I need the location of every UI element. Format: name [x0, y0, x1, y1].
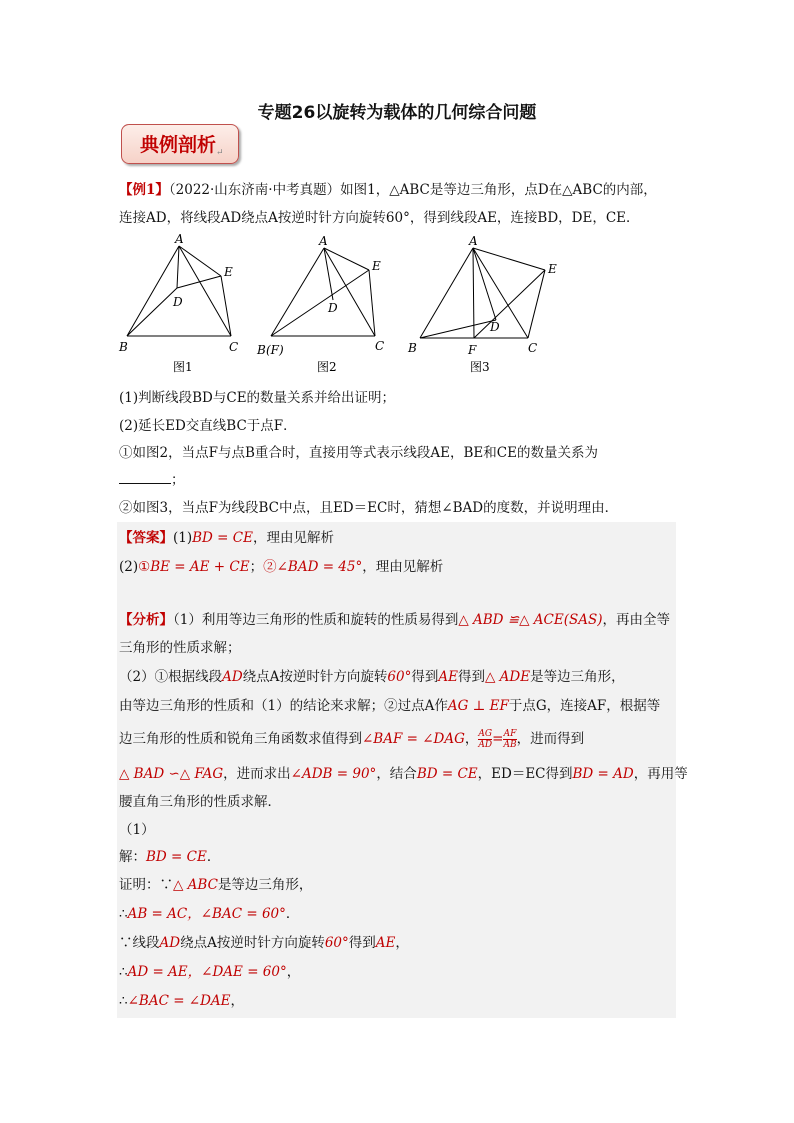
analysis-text: 过点A作	[397, 698, 448, 714]
section-badge	[121, 124, 239, 164]
fig2-label-b: B	[257, 343, 266, 357]
fig1-label-e: E	[224, 265, 233, 279]
answer-formula-2: BE = AE + CE	[150, 559, 250, 575]
analysis-text: 是等边三角形，	[530, 669, 625, 685]
analysis-text: ，再由全等	[602, 612, 670, 628]
proof-label: 证明：∵	[119, 877, 173, 893]
analysis-text: 于点G，连接AF，根据等	[508, 698, 661, 714]
fig1-caption: 图1	[173, 360, 193, 374]
fig1-label-c: C	[229, 340, 239, 354]
analysis-text: ，进而得到	[516, 731, 585, 747]
proof-text: ，	[286, 964, 301, 980]
answer-text-2: ，理由见解析	[362, 559, 444, 575]
analysis-formula: △ ADE	[484, 669, 531, 685]
analysis-line-5	[119, 727, 584, 750]
proof-formula: AD	[159, 935, 181, 951]
analysis-line-2: 三角形的性质求解；	[119, 640, 241, 656]
fig3-caption: 图3	[470, 360, 490, 374]
analysis-formula: AD	[222, 669, 243, 685]
analysis-circle: ①	[154, 669, 169, 685]
analysis-text: 边三角形的性质和锐角三角函数求值得到	[119, 731, 362, 747]
analysis-text: ，结合	[376, 766, 417, 782]
fig3-label-e: E	[548, 262, 557, 276]
fig2-label-a: A	[319, 234, 328, 248]
proof-text: ．	[285, 906, 300, 922]
paragraph-mark-icon: ↵	[216, 148, 224, 158]
proof-line-3	[119, 931, 409, 951]
fig2-label-e: E	[372, 259, 381, 273]
proof-formula: ∠BAC = ∠DAE	[127, 993, 231, 1009]
analysis-text: ，再用等	[633, 766, 688, 782]
analysis-text: 得到	[457, 669, 485, 685]
analysis-formula: ∠ADB = 90°	[290, 766, 377, 782]
proof-formula: AE	[375, 935, 396, 951]
answer-sep: ；	[249, 559, 264, 575]
fig3-label-c: C	[528, 341, 538, 355]
analysis-text: （2）	[119, 669, 155, 685]
proof-text: 是等边三角形，	[217, 877, 313, 893]
problem-line-1	[119, 178, 657, 198]
answer-formula-1: BD = CE	[192, 530, 253, 546]
fraction-numerator: AF	[503, 729, 517, 739]
fig1-label-b: B	[119, 340, 128, 354]
analysis-line-1	[119, 608, 670, 628]
analysis-formula: △ BAD ∽△ FAG	[119, 766, 224, 782]
proof-line-4	[119, 960, 300, 980]
question-2a-end: ；	[171, 472, 185, 488]
figure-3	[400, 228, 570, 378]
fig2-label-f: (F)	[266, 343, 284, 357]
fraction-denominator: AD	[478, 740, 493, 750]
proof-line-5	[119, 989, 244, 1009]
proof-formula: AD = AE，∠DAE = 60°	[127, 964, 287, 980]
question-1: (1)判断线段BD与CE的数量关系并给出证明；	[119, 390, 396, 406]
analysis-text: 得到	[411, 669, 439, 685]
solution-label: 解：	[119, 849, 146, 865]
page-title: 专题26以旋转为载体的几何综合问题	[257, 103, 537, 123]
analysis-line-7: 腰直角三角形的性质求解．	[119, 794, 281, 810]
figure-2	[255, 228, 395, 378]
solution-part: （1）	[119, 822, 155, 838]
analysis-circle: ②	[384, 698, 398, 714]
fig1-label-a: A	[175, 232, 184, 246]
answer-blank	[119, 471, 171, 484]
analysis-text: （1）利用等边三角形的性质和旋转的性质易得到	[173, 612, 459, 628]
proof-line-1	[119, 873, 312, 893]
example-bracket: 【例1】	[119, 182, 169, 198]
answer-label: 【答案】	[119, 530, 173, 546]
fig2-caption: 图2	[317, 360, 337, 374]
fraction-numerator: AG	[478, 729, 493, 739]
fraction-denominator: AB	[503, 740, 517, 750]
proof-text: 得到	[348, 935, 376, 951]
answer-part-1: (1)	[173, 530, 193, 546]
analysis-formula: △ ABD ≌△ ACE(SAS)	[458, 612, 603, 628]
problem-text: 如图1，△ABC是等边三角形，点D在△ABC的内部，	[340, 182, 657, 198]
answer-circle-2: ②	[263, 559, 277, 575]
answer-text-1: ，理由见解析	[252, 530, 334, 546]
question-2b: ②如图3，当点F为线段BC中点，且ED＝EC时，猜想∠BAD的度数，并说明理由．	[119, 500, 619, 516]
proof-text: ，	[395, 935, 409, 951]
analysis-line-6	[119, 762, 688, 782]
figure-1	[113, 228, 253, 378]
proof-line-2	[119, 902, 299, 922]
fig2-label-d: D	[328, 301, 338, 315]
analysis-formula: =	[492, 731, 504, 747]
analysis-text: 由等边三角形的性质和（1）的结论来求解；	[119, 698, 385, 714]
answer-formula-3: ∠BAD = 45°	[276, 559, 363, 575]
proof-formula: 60°	[324, 935, 349, 951]
analysis-line-3	[119, 665, 625, 685]
fig2-label-c: C	[375, 339, 385, 353]
problem-line-2: 连接AD，将线段AD绕点A按逆时针方向旋转60°，得到线段AE，连接BD，DE，CE．	[119, 210, 640, 226]
analysis-formula: 60°	[387, 669, 412, 685]
solution-line	[119, 845, 220, 865]
question-2: (2)延长ED交直线BC于点F．	[119, 418, 297, 434]
solution-formula: BD = CE	[146, 849, 207, 865]
fraction-af-ab	[503, 729, 516, 750]
answer-line-2	[119, 555, 443, 575]
badge-label: 典例剖析	[140, 134, 217, 156]
analysis-formula: ∠BAF = ∠DAG	[362, 731, 465, 747]
proof-formula: △ ABC	[173, 877, 218, 893]
proof-text: 绕点A按逆时针方向旋转	[180, 935, 325, 951]
analysis-text: ，ED＝EC得到	[477, 766, 573, 782]
fig3-label-f: F	[468, 343, 477, 357]
proof-text: ，	[230, 993, 245, 1009]
proof-formula: AB = AC，∠BAC = 60°	[127, 906, 286, 922]
analysis-line-4	[119, 694, 660, 714]
question-2a: ①如图2，当点F与点B重合时，直接用等式表示线段AE，BE和CE的数量关系为	[119, 445, 598, 461]
proof-text: ∴	[119, 993, 128, 1009]
fig1-label-d: D	[173, 295, 183, 309]
analysis-text: ，	[464, 731, 479, 747]
proof-text: ∴	[119, 964, 128, 980]
analysis-formula: AG ⊥ EF	[447, 698, 509, 714]
fig3-label-d: D	[490, 320, 500, 334]
question-2a-blank-line	[119, 468, 185, 488]
fraction-ag-ad	[478, 729, 492, 750]
fig3-label-a: A	[469, 234, 478, 248]
analysis-formula: AE	[438, 669, 458, 685]
analysis-text: 绕点A按逆时针方向旋转	[242, 669, 388, 685]
analysis-label: 【分析】	[119, 612, 173, 628]
answer-line-1	[119, 526, 334, 546]
answer-part-2: (2)	[119, 559, 139, 575]
proof-text: ∵线段	[119, 935, 160, 951]
analysis-text: ，进而求出	[223, 766, 291, 782]
solution-text: ．	[206, 849, 221, 865]
analysis-formula: BD = AD	[572, 766, 634, 782]
analysis-text: 根据线段	[168, 669, 223, 685]
proof-text: ∴	[119, 906, 128, 922]
problem-source: （2022·山东济南·中考真题）	[168, 182, 341, 198]
fig3-label-b: B	[408, 341, 417, 355]
analysis-formula: BD = CE	[416, 766, 478, 782]
answer-circle-1: ①	[138, 559, 151, 575]
